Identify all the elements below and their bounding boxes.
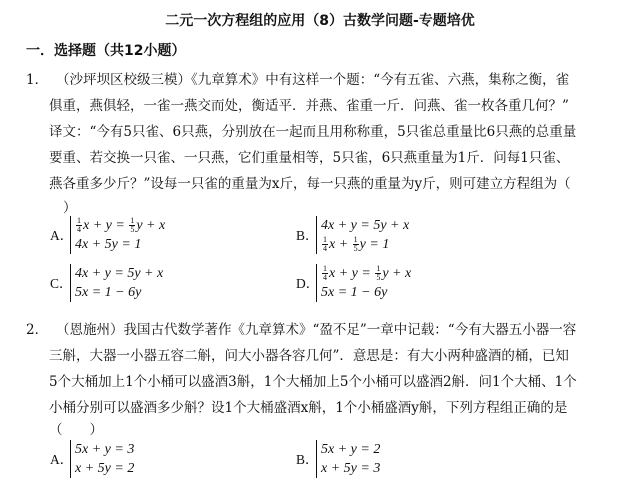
equation: $\frac{1}{4}$ x + y = $\frac{1}{5}$ y + x bbox=[77, 216, 166, 235]
equation: x + 5y = 3 bbox=[321, 461, 381, 476]
equation: x + 5y = 2 bbox=[75, 461, 135, 476]
equation-system bbox=[70, 440, 134, 478]
equation-system bbox=[316, 216, 409, 254]
question-1-line: 燕各重多少斤？”设每一只雀的重量为x斤，每一只燕的重量为y斤，则可建立方程组为（ bbox=[49, 176, 571, 192]
question-1-line: 俱重，燕俱轻，一雀一燕交而处，衡适平．并燕、雀重一斤．问燕、雀一枚各重几何？” bbox=[49, 98, 569, 114]
fraction: $\frac{1}{5}$ bbox=[353, 235, 358, 254]
equation: 5x + y = 3 bbox=[75, 442, 135, 457]
fraction: $\frac{1}{4}$ bbox=[323, 264, 327, 283]
equation: 4x + y = 5y + x bbox=[321, 218, 410, 233]
equation: $\frac{1}{4}$ x + y = $\frac{1}{5}$ y + x bbox=[323, 264, 412, 283]
option-label: A． bbox=[50, 228, 74, 243]
fraction: $\frac{1}{4}$ bbox=[323, 235, 327, 254]
question-2-line: 5个大桶加上1个小桶可以盛酒3斛，1个大桶加上5个小桶可以盛酒2斛．问1个大桶、1个 bbox=[49, 374, 577, 390]
equation: 4x + 5y = 1 bbox=[75, 237, 142, 252]
question-2-line: 三斛，大器一小器五容二斛，问大小器各容几何”．意思是：有大小两种盛酒的桶，已知 bbox=[49, 348, 569, 364]
section-heading: 一．选择题（共12小题） bbox=[26, 43, 186, 59]
option-label: A． bbox=[50, 452, 74, 467]
question-1-number: 1． bbox=[26, 72, 49, 88]
equation: $\frac{1}{4}$ x + $\frac{1}{5}$ y = 1 bbox=[323, 235, 390, 254]
equation-system bbox=[70, 216, 165, 254]
question-2-line: （恩施州）我国古代数学著作《九章算术》“盈不足”一章中记载：“今有大器五小器一容 bbox=[56, 322, 577, 338]
option-label: D． bbox=[296, 276, 320, 291]
equation: 5x + y = 2 bbox=[321, 442, 381, 457]
option-label: C． bbox=[50, 276, 73, 291]
equation-system bbox=[316, 440, 380, 478]
question-1-line: ） bbox=[63, 200, 77, 216]
question-2-line: 小桶分别可以盛酒多少斛？设1个大桶盛酒x斛，1个小桶盛酒y斛，下列方程组正确的是 bbox=[49, 400, 568, 416]
equation-system bbox=[316, 264, 411, 302]
fraction: $\frac{1}{5}$ bbox=[376, 264, 381, 283]
equation-system bbox=[70, 264, 163, 302]
equation: 5x = 1 − 6y bbox=[321, 285, 388, 300]
equation: 5x = 1 − 6y bbox=[75, 285, 142, 300]
fraction: $\frac{1}{5}$ bbox=[130, 216, 135, 235]
page-title: 二元一次方程组的应用（8）古数学问题-专题培优 bbox=[165, 13, 475, 29]
question-2-line: （ ） bbox=[49, 422, 103, 438]
question-1-line: 译文：“今有5只雀、6只燕，分别放在一起而且用称称重，5只雀总重量比6只燕的总重量 bbox=[49, 124, 577, 140]
question-1-line: 要重、若交换一只雀、一只燕，它们重量相等，5只雀，6只燕重量为1斤．问每1只雀、 bbox=[49, 150, 570, 166]
equation: 4x + y = 5y + x bbox=[75, 266, 164, 281]
fraction: $\frac{1}{4}$ bbox=[77, 216, 81, 235]
option-label: B． bbox=[296, 228, 319, 243]
question-1-line: （沙坪坝区校级三模）《九章算术》中有这样一个题：“今有五雀、六燕，集称之衡，雀 bbox=[56, 72, 570, 88]
option-label: B． bbox=[296, 452, 319, 467]
question-2-number: 2． bbox=[26, 322, 49, 338]
